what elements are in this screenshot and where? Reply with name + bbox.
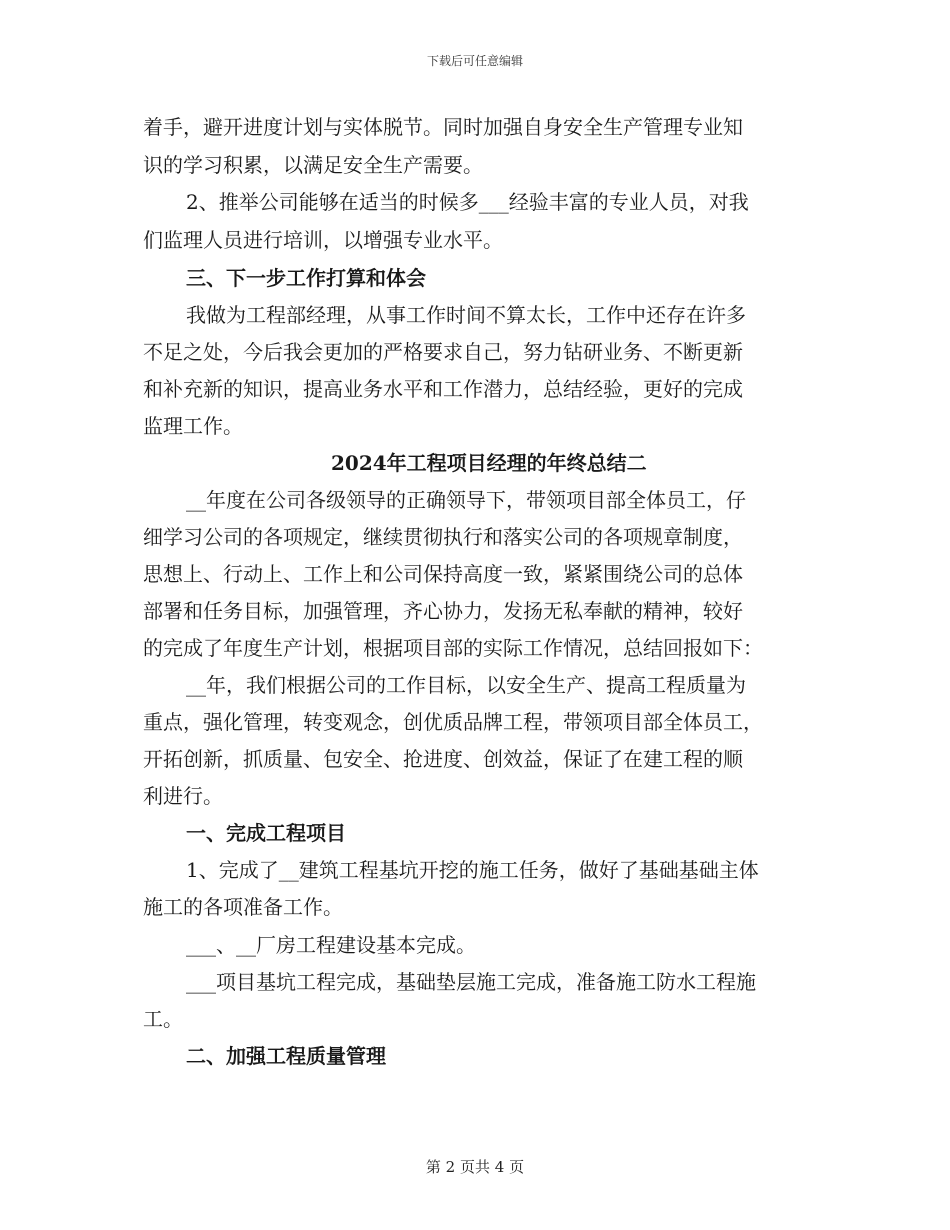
body-text-line: 开拓创新，抓质量、包安全、抢进度、创效益，保证了在建工程的顺 xyxy=(143,747,743,771)
body-text-line: 监理工作。 xyxy=(143,414,243,438)
body-text-line: 细学习公司的各项规定，继续贯彻执行和落实公司的各项规章制度， xyxy=(143,525,743,549)
body-text-line: 施工的各项准备工作。 xyxy=(143,895,343,919)
page-footer: 第 2 页共 4 页 xyxy=(425,1158,525,1176)
body-text-line: 我做为工程部经理，从事工作时间不算太长，工作中还存在许多 xyxy=(186,303,746,327)
section-heading: 二、加强工程质量管理 xyxy=(186,1044,386,1068)
body-text-line: 着手，避开进度计划与实体脱节。同时加强自身安全生产管理专业知 xyxy=(143,115,743,139)
section-heading: 一、完成工程项目 xyxy=(186,821,346,845)
page-header: 下载后可任意编辑 xyxy=(426,54,523,68)
document-title: 2024年工程项目经理的年终总结二 xyxy=(331,451,647,475)
body-text-line: 思想上、行动上、工作上和公司保持高度一致，紧紧围绕公司的总体 xyxy=(143,562,743,586)
body-text-line: 们监理人员进行培训，以增强专业水平。 xyxy=(143,228,503,252)
body-text-line: __年，我们根据公司的工作目标，以安全生产、提高工程质量为 xyxy=(186,673,746,697)
body-text-line: __年度在公司各级领导的正确领导下，带领项目部全体员工，仔 xyxy=(186,488,746,512)
body-text-line: ___、__厂房工程建设基本完成。 xyxy=(186,933,476,957)
body-text-line: 2、推举公司能够在适当的时候多___经验丰富的专业人员，对我 xyxy=(186,190,749,214)
body-text-line: 1、完成了__建筑工程基坑开挖的施工任务，做好了基础基础主体 xyxy=(186,858,759,882)
body-text-line: 和补充新的知识，提高业务水平和工作潜力，总结经验，更好的完成 xyxy=(143,377,743,401)
body-text-line: ___项目基坑工程完成，基础垫层施工完成，准备施工防水工程施 xyxy=(186,970,756,994)
section-heading: 三、下一步工作打算和体会 xyxy=(186,266,426,290)
body-text-line: 工。 xyxy=(143,1007,183,1031)
body-text-line: 不足之处，今后我会更加的严格要求自己，努力钻研业务、不断更新 xyxy=(143,340,743,364)
body-text-line: 的完成了年度生产计划，根据项目部的实际工作情况，总结回报如下： xyxy=(143,636,763,660)
body-text-line: 识的学习积累，以满足安全生产需要。 xyxy=(143,153,483,177)
body-text-line: 利进行。 xyxy=(143,784,223,808)
body-text-line: 重点，强化管理，转变观念，创优质品牌工程，带领项目部全体员工， xyxy=(143,710,763,734)
body-text-line: 部署和任务目标，加强管理，齐心协力，发扬无私奉献的精神，较好 xyxy=(143,599,743,623)
